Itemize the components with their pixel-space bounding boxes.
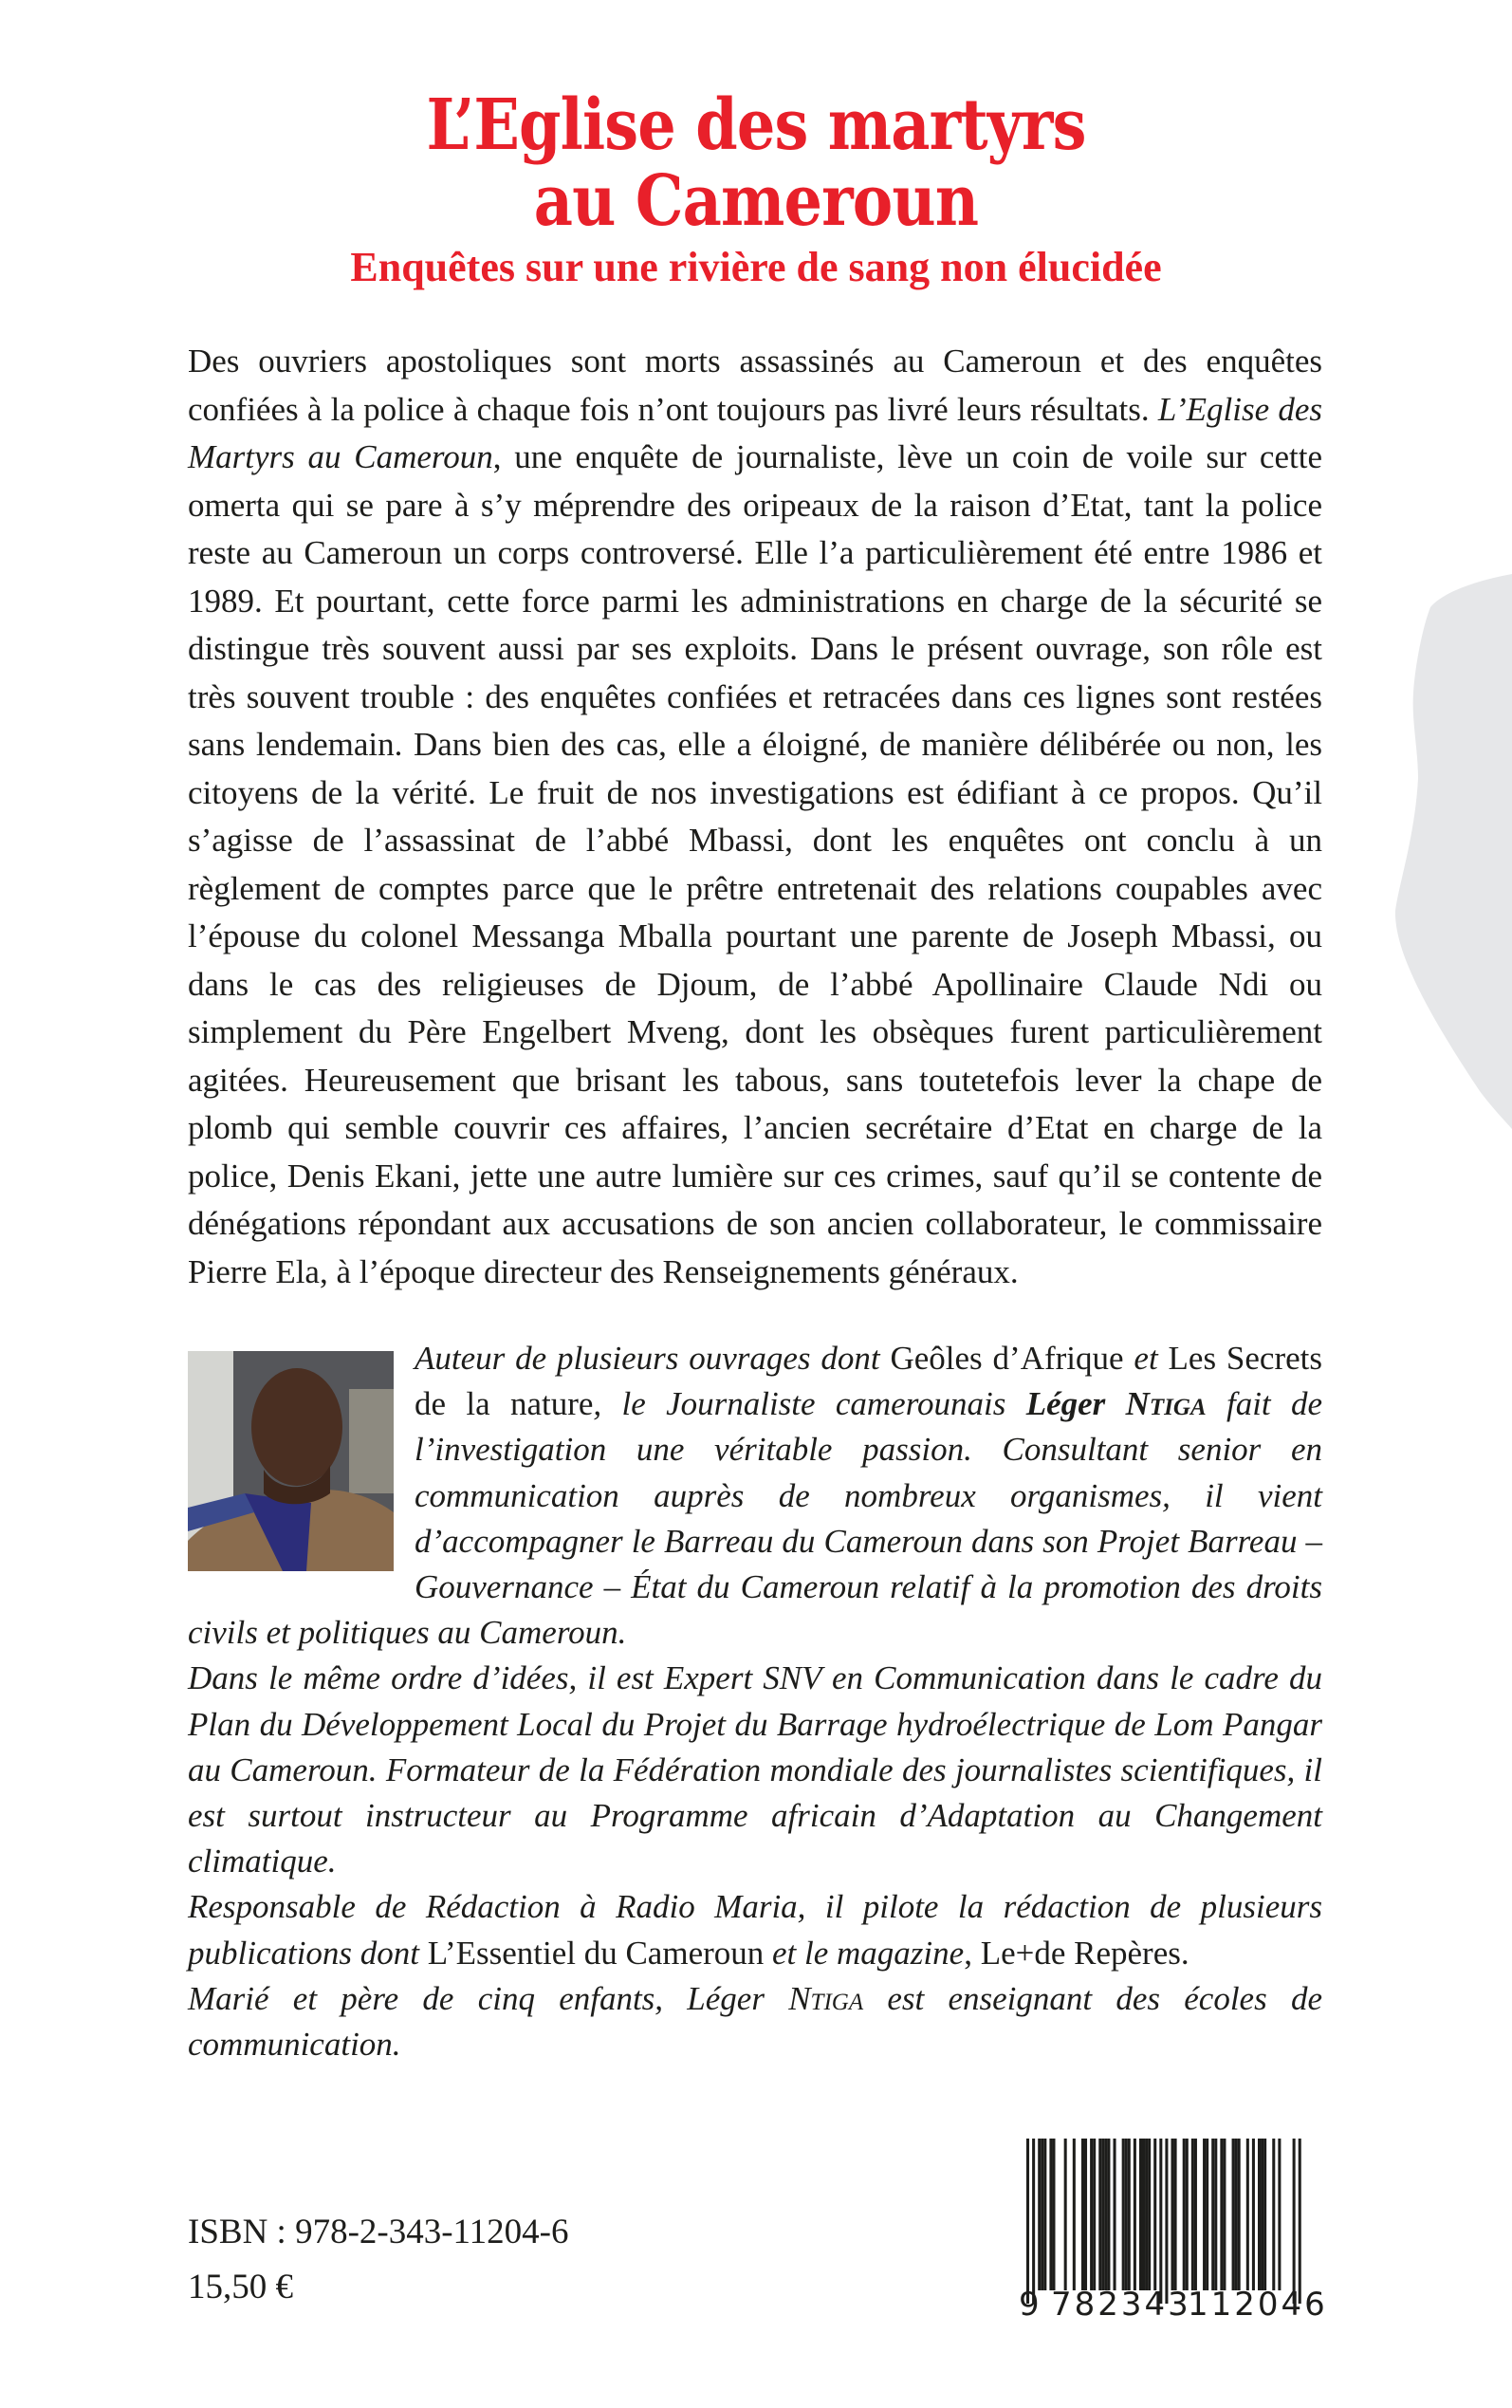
barcode-bar	[1122, 2139, 1125, 2290]
barcode-digit-first: 9	[1019, 2286, 1040, 2324]
barcode-bar	[1211, 2139, 1214, 2290]
barcode-bar	[1142, 2139, 1145, 2290]
barcode-bar	[1232, 2139, 1235, 2290]
barcode-bar	[1191, 2139, 1194, 2290]
barcode-bar	[1238, 2139, 1241, 2290]
bio-book-title: Les Secrets de la nature	[415, 1340, 1322, 1423]
barcode-bar	[1098, 2139, 1101, 2290]
barcode-bar	[1183, 2139, 1186, 2290]
barcode-bar	[1223, 2139, 1226, 2290]
barcode-bar	[1114, 2139, 1116, 2290]
barcode	[1005, 2125, 1337, 2325]
barcode-bar	[1104, 2139, 1107, 2290]
barcode-bar	[1278, 2139, 1281, 2290]
barcode-digit-group-1: 782343	[1051, 2286, 1191, 2324]
barcode-bar	[1073, 2139, 1076, 2290]
barcode-bar	[1252, 2139, 1255, 2290]
barcode-bar	[1090, 2139, 1093, 2290]
bio-book-title: Geôles d’Afrique	[890, 1340, 1124, 1377]
price-label: 15,50 €	[188, 2268, 293, 2306]
barcode-guard-bar	[1165, 2139, 1168, 2304]
barcode-bar	[1263, 2139, 1266, 2290]
barcode-bar	[1134, 2139, 1136, 2290]
author-last-name: Ntiga	[1125, 1385, 1207, 1423]
book-title-line-2: au Cameroun	[533, 160, 979, 242]
author-biography	[188, 1336, 1322, 2067]
barcode-bar	[1174, 2139, 1177, 2290]
book-title-line-1: L’Eglise des martyrs	[426, 84, 1086, 166]
bio-text: , le Journaliste camerounais	[593, 1385, 1026, 1423]
barcode-bar	[1261, 2139, 1263, 2290]
barcode-bar	[1194, 2139, 1197, 2290]
summary-text-2: , une enquête de journaliste, lève un coin de voile sur cette omerta qui se pare à s’y méprendre des oripeaux de la raison d’Etat, tant la police reste au Cameroun un corps controversé. Elle l’a particulièrement été entre 1986 et 1989. Et pourtant, cette force parmi les administrations en charge de la sécurité se distingue très souvent aussi par ses exploits. Dans le présent ouvrage, son rôle est très souvent trouble : des enquêtes confiées et retracées dans ces lignes sont restées sans lendemain. Dans bien des cas, elle a éloigné, de manière délibérée ou non, les citoyens de la vérité. Le fruit de nos investigations est édifiant à ce propos. Qu’il s’agisse de l’assassinat de l’abbé Mbassi, dont les enquêtes ont conclu à un règlement de comptes parce que le prêtre entretenait des relations coupables avec l’épouse du colonel Messanga Mballa pourtant une parente de Joseph Mbassi, ou dans le cas des religieuses de Djoum, de l’abbé Apollinaire Claude Ndi ou simplement du Père Engelbert Mveng, dont les obsèques furent particulièrement agitées. Heureusement que brisant les tabous, sans toutetefois lever la chape de plomb qui semble couvrir ces affaires, l’ancien secrétaire d’Etat en charge de la police, Denis Ekani, jette une autre lumière sur ces crimes, sauf qu’il se contente de dénégations répondant aux accusations de son ancien collaborateur, le commissaire Pierre Ela, à l’époque directeur des Renseignements généraux.	[188, 438, 1322, 1290]
barcode-bar	[1125, 2139, 1128, 2290]
summary-book-title: L’Eglise des Martyrs au Cameroun	[188, 390, 1322, 475]
barcode-bar	[1093, 2139, 1096, 2290]
bio-text: .	[1180, 1934, 1189, 1972]
barcode-bar	[1258, 2139, 1261, 2290]
bio-publication-title: Le+de Repères	[980, 1934, 1181, 1972]
barcode-guard-bar	[1293, 2139, 1296, 2304]
barcode-guard-bar	[1026, 2139, 1029, 2304]
barcode-bar	[1101, 2139, 1104, 2290]
barcode-bar	[1235, 2139, 1238, 2290]
barcode-guard-bar	[1159, 2139, 1162, 2304]
barcode-bar	[1203, 2139, 1206, 2290]
barcode-bar	[1214, 2139, 1217, 2290]
bio-text: et le magazine	[764, 1934, 965, 1972]
barcode-bar	[1220, 2139, 1223, 2290]
bio-paragraph-4	[188, 1976, 1322, 2067]
bio-paragraph-3	[188, 1884, 1322, 1975]
bio-publication-title: L’Essentiel du Cameroun	[427, 1934, 765, 1972]
barcode-bar	[1081, 2139, 1084, 2290]
barcode-bars	[1026, 2139, 1301, 2304]
barcode-bar	[1084, 2139, 1087, 2290]
bio-paragraph-2: Dans le même ordre d’idées, il est Expert SNV en Communication dans le cadre du Plan du Développement Local du Projet du Barrage hydroélectrique de Lom Pangar au Cameroun. Formateur de la Fédération mondiale des journalistes scientifiques, il est surtout instructeur au Programme africain d’Adaptation au Changement climatique.	[188, 1659, 1322, 1880]
author-last-name: Ntiga	[788, 1979, 864, 2017]
barcode-bar	[1148, 2139, 1151, 2290]
barcode-guard-bar	[1032, 2139, 1035, 2304]
barcode-bar	[1153, 2139, 1156, 2290]
bio-text: fait de l’investigation une véritable passion. Consultant senior en communication auprès de nombreux organismes, il vient d’accompagner le Barreau du Cameroun dans son Projet Barreau – Gouvernance – État du Cameroun relatif à la promotion des droits civils et politiques au Cameroun.	[188, 1385, 1322, 1652]
barcode-guard-bar	[1299, 2139, 1301, 2304]
bio-text: Auteur de plusieurs ouvrages dont	[415, 1340, 891, 1377]
barcode-bar	[1043, 2139, 1046, 2290]
book-summary	[188, 338, 1322, 1296]
barcode-bar	[1246, 2139, 1249, 2290]
barcode-bar	[1272, 2139, 1275, 2290]
bio-text: ,	[964, 1934, 981, 1972]
bio-text: est enseignant des écoles de communication.	[188, 1979, 1322, 2064]
summary-paragraph	[188, 338, 1322, 1296]
bio-text: Responsable de Rédaction à Radio Maria, il pilote la rédaction de plusieurs publications dont	[188, 1888, 1322, 1972]
barcode-bar	[1139, 2139, 1142, 2290]
barcode-bar	[1041, 2139, 1043, 2290]
bio-text: Marié et père de cinq enfants, Léger	[188, 1979, 789, 2017]
barcode-bar	[1206, 2139, 1208, 2290]
photo-spacer	[188, 1336, 415, 1603]
barcode-bar	[1052, 2139, 1055, 2290]
author-name	[1026, 1385, 1207, 1422]
barcode-digit-group-2: 112046	[1188, 2286, 1328, 2324]
barcode-bar	[1186, 2139, 1189, 2290]
barcode-bar	[1049, 2139, 1052, 2290]
author-first-name: Léger	[1025, 1385, 1126, 1423]
bio-text: et	[1123, 1340, 1169, 1377]
book-subtitle: Enquêtes sur une rivière de sang non élucidée	[350, 244, 1162, 290]
barcode-bar	[1128, 2139, 1131, 2290]
barcode-bar	[1171, 2139, 1174, 2290]
barcode-bar	[1107, 2139, 1110, 2290]
barcode-bar	[1038, 2139, 1041, 2290]
summary-text-1: Des ouvriers apostoliques sont morts assassinés au Cameroun et des enquêtes confiées à la police à chaque fois n’ont toujours pas livré leurs résultats.	[188, 343, 1322, 428]
barcode-bar	[1064, 2139, 1067, 2290]
barcode-bar	[1145, 2139, 1148, 2290]
isbn-label: ISBN : 978-2-343-11204-6	[188, 2213, 569, 2251]
